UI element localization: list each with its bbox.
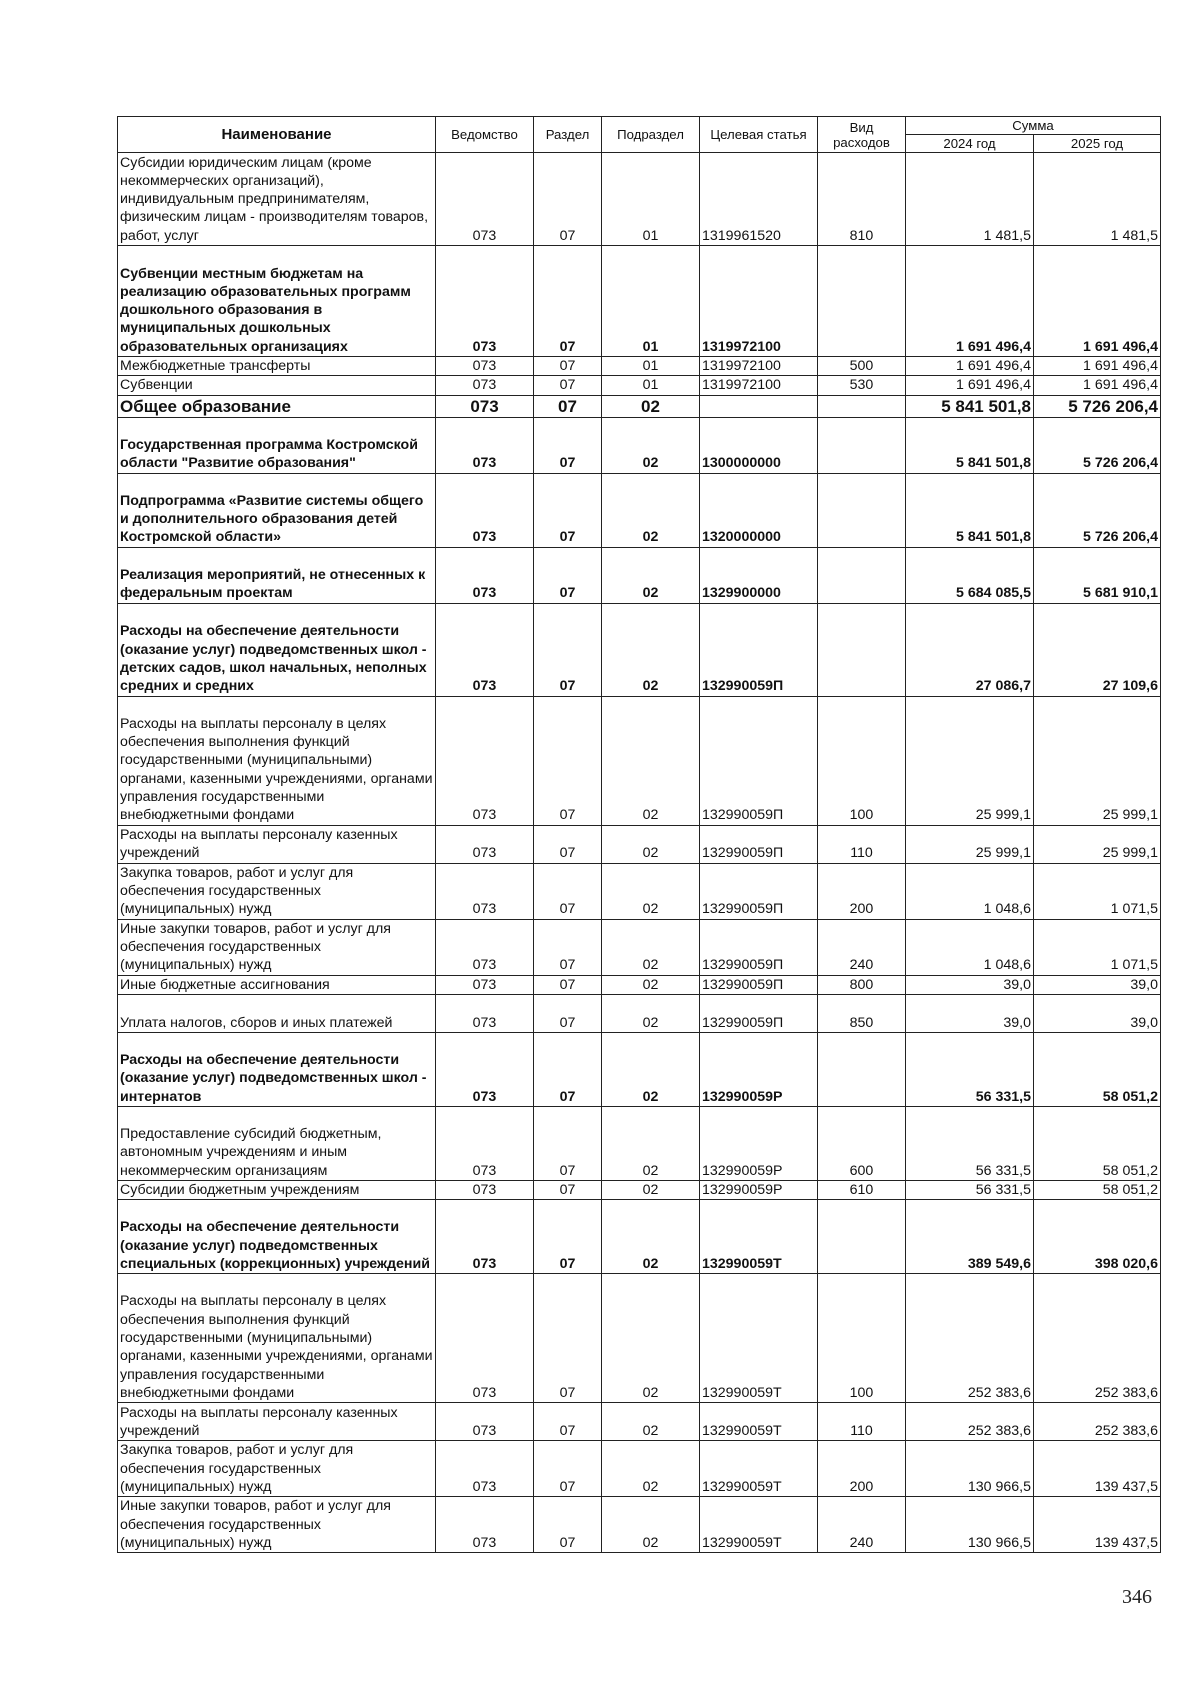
col-header-department: Ведомство bbox=[436, 117, 534, 153]
cell-sum-2025: 25 999,1 bbox=[1034, 825, 1161, 863]
cell-section: 07 bbox=[534, 994, 602, 1032]
col-header-name: Наименование bbox=[118, 117, 436, 153]
cell-target-article: 132990059П bbox=[700, 825, 818, 863]
cell-subsection: 02 bbox=[602, 994, 700, 1032]
cell-expense-type bbox=[818, 395, 906, 417]
table-row bbox=[118, 1441, 1161, 1497]
table-row bbox=[118, 994, 1161, 1032]
cell-sum-2025: 252 383,6 bbox=[1034, 1274, 1161, 1403]
budget-table bbox=[117, 116, 1161, 1553]
col-header-expense-type: Вид расходов bbox=[818, 117, 906, 153]
cell-subsection: 02 bbox=[602, 975, 700, 994]
cell-sum-2024: 252 383,6 bbox=[906, 1403, 1034, 1441]
cell-subsection: 02 bbox=[602, 1497, 700, 1553]
table-row bbox=[118, 696, 1161, 825]
cell-sum-2024: 5 684 085,5 bbox=[906, 547, 1034, 603]
cell-target-article: 1320000000 bbox=[700, 473, 818, 547]
cell-name: Субвенции bbox=[118, 376, 436, 395]
cell-section: 07 bbox=[534, 696, 602, 825]
cell-subsection: 02 bbox=[602, 1180, 700, 1199]
cell-target-article: 132990059П bbox=[700, 919, 818, 975]
cell-target-article: 132990059П bbox=[700, 696, 818, 825]
cell-name: Субсидии юридическим лицам (кроме некоммерческих организаций), индивидуальным предпринимателям, физическим лицам - производителям товаров, работ, услуг bbox=[118, 153, 436, 246]
table-row bbox=[118, 357, 1161, 376]
cell-expense-type bbox=[818, 1032, 906, 1106]
cell-department: 073 bbox=[436, 1274, 534, 1403]
cell-sum-2024: 5 841 501,8 bbox=[906, 473, 1034, 547]
cell-name: Иные закупки товаров, работ и услуг для обеспечения государственных (муниципальных) нужд bbox=[118, 1497, 436, 1553]
cell-name: Уплата налогов, сборов и иных платежей bbox=[118, 994, 436, 1032]
cell-sum-2024: 5 841 501,8 bbox=[906, 395, 1034, 417]
cell-target-article: 1319972100 bbox=[700, 246, 818, 357]
cell-subsection: 02 bbox=[602, 395, 700, 417]
col-header-target-article: Целевая статья bbox=[700, 117, 818, 153]
cell-name: Государственная программа Костромской области "Развитие образования" bbox=[118, 417, 436, 473]
cell-sum-2025: 58 051,2 bbox=[1034, 1106, 1161, 1180]
cell-section: 07 bbox=[534, 1180, 602, 1199]
cell-target-article bbox=[700, 395, 818, 417]
cell-expense-type: 800 bbox=[818, 975, 906, 994]
table-row bbox=[118, 603, 1161, 696]
cell-expense-type: 850 bbox=[818, 994, 906, 1032]
table-row bbox=[118, 825, 1161, 863]
cell-sum-2025: 398 020,6 bbox=[1034, 1200, 1161, 1274]
table-row bbox=[118, 376, 1161, 395]
col-header-2025: 2025 год bbox=[1034, 135, 1161, 153]
cell-sum-2025: 27 109,6 bbox=[1034, 603, 1161, 696]
cell-department: 073 bbox=[436, 1106, 534, 1180]
cell-target-article: 132990059П bbox=[700, 863, 818, 919]
cell-section: 07 bbox=[534, 1403, 602, 1441]
cell-name: Расходы на обеспечение деятельности (оказание услуг) подведомственных школ - интернатов bbox=[118, 1032, 436, 1106]
cell-sum-2024: 130 966,5 bbox=[906, 1441, 1034, 1497]
cell-sum-2024: 25 999,1 bbox=[906, 825, 1034, 863]
cell-name: Субвенции местным бюджетам на реализацию образовательных программ дошкольного образования в муниципальных дошкольных образовательных организациях bbox=[118, 246, 436, 357]
cell-sum-2024: 56 331,5 bbox=[906, 1032, 1034, 1106]
cell-section: 07 bbox=[534, 1032, 602, 1106]
cell-sum-2024: 1 481,5 bbox=[906, 153, 1034, 246]
cell-department: 073 bbox=[436, 603, 534, 696]
cell-subsection: 02 bbox=[602, 863, 700, 919]
cell-target-article: 1300000000 bbox=[700, 417, 818, 473]
table-header-row bbox=[118, 117, 1161, 135]
cell-name: Расходы на выплаты персоналу в целях обеспечения выполнения функций государственными (муниципальными) органами, казенными учреждениями, органами управления государственными внебюджетными фондами bbox=[118, 696, 436, 825]
cell-subsection: 02 bbox=[602, 473, 700, 547]
cell-name: Общее образование bbox=[118, 395, 436, 417]
cell-section: 07 bbox=[534, 825, 602, 863]
cell-expense-type: 810 bbox=[818, 153, 906, 246]
cell-target-article: 132990059П bbox=[700, 603, 818, 696]
cell-name: Расходы на выплаты персоналу в целях обеспечения выполнения функций государственными (муниципальными) органами, казенными учреждениями, органами управления государственными внебюджетными фондами bbox=[118, 1274, 436, 1403]
cell-expense-type: 200 bbox=[818, 863, 906, 919]
cell-section: 07 bbox=[534, 919, 602, 975]
cell-target-article: 132990059Р bbox=[700, 1180, 818, 1199]
cell-sum-2025: 1 481,5 bbox=[1034, 153, 1161, 246]
cell-target-article: 1319972100 bbox=[700, 357, 818, 376]
cell-sum-2025: 1 071,5 bbox=[1034, 919, 1161, 975]
col-header-section: Раздел bbox=[534, 117, 602, 153]
cell-expense-type bbox=[818, 547, 906, 603]
cell-name: Иные закупки товаров, работ и услуг для обеспечения государственных (муниципальных) нужд bbox=[118, 919, 436, 975]
cell-expense-type: 600 bbox=[818, 1106, 906, 1180]
cell-expense-type: 200 bbox=[818, 1441, 906, 1497]
cell-sum-2025: 1 071,5 bbox=[1034, 863, 1161, 919]
page-number: 346 bbox=[1122, 1586, 1152, 1608]
cell-name: Закупка товаров, работ и услуг для обеспечения государственных (муниципальных) нужд bbox=[118, 1441, 436, 1497]
cell-name: Межбюджетные трансферты bbox=[118, 357, 436, 376]
cell-sum-2025: 25 999,1 bbox=[1034, 696, 1161, 825]
table-row bbox=[118, 975, 1161, 994]
cell-section: 07 bbox=[534, 1497, 602, 1553]
cell-sum-2025: 39,0 bbox=[1034, 975, 1161, 994]
cell-name: Предоставление субсидий бюджетным, автономным учреждениям и иным некоммерческим организациям bbox=[118, 1106, 436, 1180]
cell-expense-type: 610 bbox=[818, 1180, 906, 1199]
cell-section: 07 bbox=[534, 547, 602, 603]
cell-department: 073 bbox=[436, 153, 534, 246]
cell-name: Иные бюджетные ассигнования bbox=[118, 975, 436, 994]
cell-expense-type: 240 bbox=[818, 1497, 906, 1553]
cell-section: 07 bbox=[534, 417, 602, 473]
cell-target-article: 1319972100 bbox=[700, 376, 818, 395]
cell-target-article: 132990059Т bbox=[700, 1274, 818, 1403]
table-row bbox=[118, 1403, 1161, 1441]
cell-subsection: 02 bbox=[602, 417, 700, 473]
table-row bbox=[118, 153, 1161, 246]
cell-name: Субсидии бюджетным учреждениям bbox=[118, 1180, 436, 1199]
table-row bbox=[118, 919, 1161, 975]
cell-target-article: 1329900000 bbox=[700, 547, 818, 603]
cell-sum-2025: 5 726 206,4 bbox=[1034, 473, 1161, 547]
cell-expense-type bbox=[818, 473, 906, 547]
table-row bbox=[118, 1200, 1161, 1274]
cell-sum-2025: 58 051,2 bbox=[1034, 1180, 1161, 1199]
cell-section: 07 bbox=[534, 395, 602, 417]
cell-subsection: 02 bbox=[602, 825, 700, 863]
cell-name: Подпрограмма «Развитие системы общего и дополнительного образования детей Костромской области» bbox=[118, 473, 436, 547]
cell-expense-type: 110 bbox=[818, 1403, 906, 1441]
cell-sum-2024: 39,0 bbox=[906, 975, 1034, 994]
cell-subsection: 02 bbox=[602, 1403, 700, 1441]
cell-sum-2025: 1 691 496,4 bbox=[1034, 246, 1161, 357]
cell-department: 073 bbox=[436, 919, 534, 975]
table-row bbox=[118, 1106, 1161, 1180]
cell-target-article: 132990059Т bbox=[700, 1441, 818, 1497]
cell-department: 073 bbox=[436, 825, 534, 863]
cell-name: Закупка товаров, работ и услуг для обеспечения государственных (муниципальных) нужд bbox=[118, 863, 436, 919]
cell-department: 073 bbox=[436, 1497, 534, 1553]
cell-section: 07 bbox=[534, 153, 602, 246]
cell-sum-2024: 1 048,6 bbox=[906, 863, 1034, 919]
cell-sum-2025: 139 437,5 bbox=[1034, 1441, 1161, 1497]
cell-department: 073 bbox=[436, 473, 534, 547]
cell-department: 073 bbox=[436, 1180, 534, 1199]
cell-sum-2025: 5 726 206,4 bbox=[1034, 395, 1161, 417]
cell-subsection: 01 bbox=[602, 246, 700, 357]
cell-sum-2024: 1 048,6 bbox=[906, 919, 1034, 975]
table-row bbox=[118, 863, 1161, 919]
cell-department: 073 bbox=[436, 975, 534, 994]
cell-subsection: 02 bbox=[602, 1274, 700, 1403]
cell-department: 073 bbox=[436, 994, 534, 1032]
table-row bbox=[118, 246, 1161, 357]
cell-subsection: 02 bbox=[602, 547, 700, 603]
table-row bbox=[118, 1032, 1161, 1106]
cell-expense-type: 100 bbox=[818, 1274, 906, 1403]
table-row bbox=[118, 1497, 1161, 1553]
cell-sum-2025: 1 691 496,4 bbox=[1034, 376, 1161, 395]
table-body bbox=[118, 153, 1161, 1553]
cell-sum-2025: 39,0 bbox=[1034, 994, 1161, 1032]
cell-name: Реализация мероприятий, не отнесенных к федеральным проектам bbox=[118, 547, 436, 603]
cell-subsection: 01 bbox=[602, 153, 700, 246]
col-header-subsection: Подраздел bbox=[602, 117, 700, 153]
cell-sum-2024: 39,0 bbox=[906, 994, 1034, 1032]
table-row bbox=[118, 1274, 1161, 1403]
cell-department: 073 bbox=[436, 696, 534, 825]
table-row bbox=[118, 547, 1161, 603]
cell-section: 07 bbox=[534, 246, 602, 357]
cell-section: 07 bbox=[534, 1274, 602, 1403]
cell-sum-2024: 1 691 496,4 bbox=[906, 357, 1034, 376]
cell-sum-2025: 5 726 206,4 bbox=[1034, 417, 1161, 473]
cell-department: 073 bbox=[436, 1441, 534, 1497]
cell-subsection: 01 bbox=[602, 376, 700, 395]
cell-section: 07 bbox=[534, 357, 602, 376]
cell-expense-type: 500 bbox=[818, 357, 906, 376]
cell-expense-type: 110 bbox=[818, 825, 906, 863]
cell-sum-2024: 1 691 496,4 bbox=[906, 376, 1034, 395]
cell-subsection: 02 bbox=[602, 696, 700, 825]
cell-name: Расходы на обеспечение деятельности (оказание услуг) подведомственных специальных (коррекционных) учреждений bbox=[118, 1200, 436, 1274]
cell-section: 07 bbox=[534, 603, 602, 696]
cell-name: Расходы на выплаты персоналу казенных учреждений bbox=[118, 1403, 436, 1441]
cell-section: 07 bbox=[534, 975, 602, 994]
cell-expense-type: 100 bbox=[818, 696, 906, 825]
cell-department: 073 bbox=[436, 1403, 534, 1441]
cell-target-article: 132990059Т bbox=[700, 1200, 818, 1274]
cell-section: 07 bbox=[534, 1106, 602, 1180]
cell-target-article: 132990059П bbox=[700, 975, 818, 994]
cell-subsection: 02 bbox=[602, 1032, 700, 1106]
cell-section: 07 bbox=[534, 863, 602, 919]
cell-target-article: 132990059Т bbox=[700, 1403, 818, 1441]
cell-section: 07 bbox=[534, 1200, 602, 1274]
table-row bbox=[118, 417, 1161, 473]
table-row bbox=[118, 473, 1161, 547]
cell-sum-2024: 130 966,5 bbox=[906, 1497, 1034, 1553]
cell-department: 073 bbox=[436, 863, 534, 919]
cell-expense-type bbox=[818, 1200, 906, 1274]
cell-sum-2024: 389 549,6 bbox=[906, 1200, 1034, 1274]
cell-department: 073 bbox=[436, 395, 534, 417]
cell-expense-type bbox=[818, 603, 906, 696]
col-header-2024: 2024 год bbox=[906, 135, 1034, 153]
cell-subsection: 02 bbox=[602, 919, 700, 975]
cell-subsection: 02 bbox=[602, 1106, 700, 1180]
cell-subsection: 02 bbox=[602, 1441, 700, 1497]
cell-subsection: 01 bbox=[602, 357, 700, 376]
cell-expense-type: 530 bbox=[818, 376, 906, 395]
cell-section: 07 bbox=[534, 473, 602, 547]
cell-sum-2024: 252 383,6 bbox=[906, 1274, 1034, 1403]
cell-sum-2024: 56 331,5 bbox=[906, 1180, 1034, 1199]
col-header-sum: Сумма bbox=[906, 117, 1161, 135]
cell-sum-2024: 56 331,5 bbox=[906, 1106, 1034, 1180]
table-row bbox=[118, 395, 1161, 417]
cell-department: 073 bbox=[436, 1032, 534, 1106]
cell-sum-2024: 27 086,7 bbox=[906, 603, 1034, 696]
cell-sum-2024: 1 691 496,4 bbox=[906, 246, 1034, 357]
cell-target-article: 132990059Р bbox=[700, 1032, 818, 1106]
cell-expense-type: 240 bbox=[818, 919, 906, 975]
cell-sum-2025: 5 681 910,1 bbox=[1034, 547, 1161, 603]
cell-name: Расходы на выплаты персоналу казенных учреждений bbox=[118, 825, 436, 863]
cell-sum-2025: 58 051,2 bbox=[1034, 1032, 1161, 1106]
cell-subsection: 02 bbox=[602, 603, 700, 696]
cell-sum-2024: 5 841 501,8 bbox=[906, 417, 1034, 473]
cell-department: 073 bbox=[436, 246, 534, 357]
cell-expense-type bbox=[818, 417, 906, 473]
cell-section: 07 bbox=[534, 376, 602, 395]
cell-department: 073 bbox=[436, 1200, 534, 1274]
cell-target-article: 132990059Т bbox=[700, 1497, 818, 1553]
cell-department: 073 bbox=[436, 417, 534, 473]
cell-sum-2025: 1 691 496,4 bbox=[1034, 357, 1161, 376]
cell-sum-2024: 25 999,1 bbox=[906, 696, 1034, 825]
cell-sum-2025: 252 383,6 bbox=[1034, 1403, 1161, 1441]
cell-section: 07 bbox=[534, 1441, 602, 1497]
cell-target-article: 132990059П bbox=[700, 994, 818, 1032]
cell-department: 073 bbox=[436, 376, 534, 395]
cell-sum-2025: 139 437,5 bbox=[1034, 1497, 1161, 1553]
cell-target-article: 1319961520 bbox=[700, 153, 818, 246]
cell-subsection: 02 bbox=[602, 1200, 700, 1274]
cell-name: Расходы на обеспечение деятельности (оказание услуг) подведомственных школ - детских садов, школ начальных, неполных средних и средних bbox=[118, 603, 436, 696]
table-row bbox=[118, 1180, 1161, 1199]
cell-target-article: 132990059Р bbox=[700, 1106, 818, 1180]
cell-department: 073 bbox=[436, 357, 534, 376]
cell-department: 073 bbox=[436, 547, 534, 603]
cell-expense-type bbox=[818, 246, 906, 357]
